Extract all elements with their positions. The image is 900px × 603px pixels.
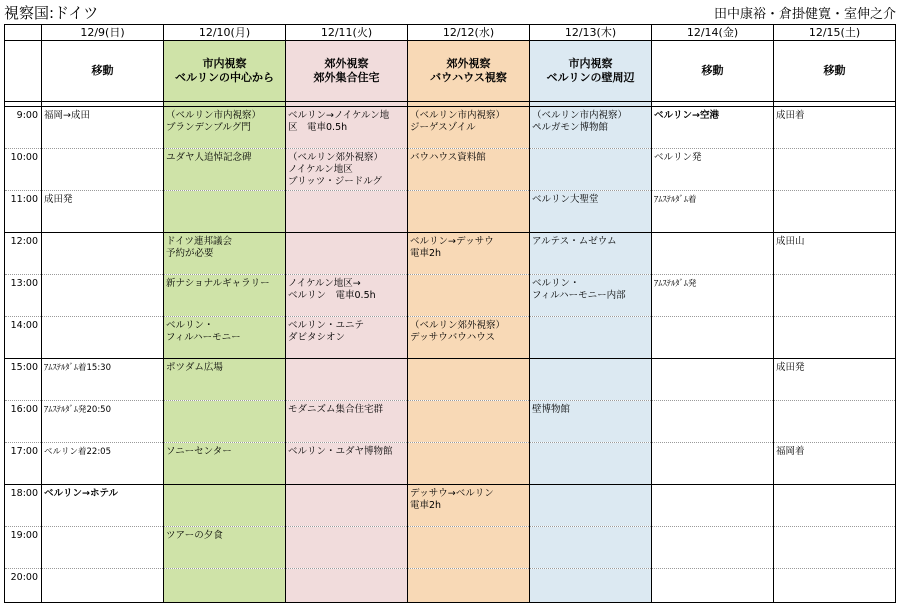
date-cell: 12/9(日) — [42, 25, 164, 41]
schedule-cell — [530, 485, 652, 527]
schedule-cell — [652, 233, 774, 275]
schedule-cell: 成田山 — [774, 233, 896, 275]
schedule-cell — [530, 527, 652, 569]
time-label: 19:00 — [5, 527, 42, 569]
schedule-cell: アルテス・ムゼウム — [530, 233, 652, 275]
schedule-cell — [42, 317, 164, 359]
schedule-cell: 成田発 — [774, 359, 896, 401]
schedule-cell: 福岡着 — [774, 443, 896, 485]
theme-row — [5, 41, 896, 102]
schedule-cell — [42, 149, 164, 191]
schedule-cell — [408, 191, 530, 233]
date-cell: 12/15(土) — [774, 25, 896, 41]
schedule-cell — [774, 401, 896, 443]
schedule-cell: ツアーの夕食 — [164, 527, 286, 569]
theme-cell: 市内視察 ベルリンの中心から — [164, 41, 286, 102]
schedule-cell — [286, 569, 408, 603]
schedule-cell — [408, 443, 530, 485]
schedule-cell — [42, 569, 164, 603]
schedule-cell — [408, 569, 530, 603]
schedule-cell — [774, 191, 896, 233]
schedule-cell — [42, 527, 164, 569]
schedule-cell — [408, 275, 530, 317]
schedule-cell — [774, 527, 896, 569]
schedule-cell — [652, 569, 774, 603]
schedule-cell — [652, 401, 774, 443]
schedule-cell — [652, 527, 774, 569]
schedule-cell: ベルリン・ フィルハーモニー — [164, 317, 286, 359]
time-row — [5, 359, 896, 401]
schedule-cell: 福岡→成田 — [42, 107, 164, 149]
schedule-cell: 成田発 — [42, 191, 164, 233]
date-cell: 12/13(木) — [530, 25, 652, 41]
time-label: 18:00 — [5, 485, 42, 527]
schedule-cell: ベルリン着22:05 — [42, 443, 164, 485]
time-row — [5, 527, 896, 569]
time-label: 13:00 — [5, 275, 42, 317]
date-cell: 12/12(水) — [408, 25, 530, 41]
schedule-cell — [42, 275, 164, 317]
schedule-cell: ベルリン→ホテル — [42, 485, 164, 527]
time-row — [5, 401, 896, 443]
schedule-cell: バウハウス資料館 — [408, 149, 530, 191]
schedule-cell: ｱﾑｽﾃﾙﾀﾞﾑ着15:30 — [42, 359, 164, 401]
schedule-cell: （ベルリン市内視察） ペルガモン博物館 — [530, 107, 652, 149]
schedule-cell: 壁博物館 — [530, 401, 652, 443]
schedule-cell — [408, 401, 530, 443]
schedule-cell: （ベルリン市内視察） ジーゲスゾイル — [408, 107, 530, 149]
time-label: 16:00 — [5, 401, 42, 443]
schedule-cell — [286, 485, 408, 527]
schedule-cell — [286, 527, 408, 569]
time-label: 12:00 — [5, 233, 42, 275]
schedule-cell: ユダヤ人追悼記念碑 — [164, 149, 286, 191]
date-header-row — [5, 25, 896, 41]
schedule-cell — [164, 191, 286, 233]
schedule-cell: ベルリン・ユダヤ博物館 — [286, 443, 408, 485]
corner-cell — [5, 25, 42, 41]
schedule-table — [4, 24, 896, 603]
schedule-cell: ｱﾑｽﾃﾙﾀﾞﾑ着 — [652, 191, 774, 233]
schedule-cell — [408, 359, 530, 401]
time-label: 15:00 — [5, 359, 42, 401]
schedule-cell — [530, 443, 652, 485]
theme-cell: 移動 — [652, 41, 774, 102]
schedule-cell — [774, 485, 896, 527]
schedule-cell — [164, 485, 286, 527]
schedule-cell — [530, 317, 652, 359]
schedule-cell: ｱﾑｽﾃﾙﾀﾞﾑ発 — [652, 275, 774, 317]
theme-cell: 移動 — [774, 41, 896, 102]
schedule-cell — [164, 569, 286, 603]
schedule-cell: ベルリン→デッサウ 電車2h — [408, 233, 530, 275]
time-row — [5, 443, 896, 485]
schedule-cell — [774, 569, 896, 603]
schedule-cell — [652, 359, 774, 401]
schedule-cell: （ベルリン郊外視察） ノイケルン地区 ブリッツ・ジードルグ — [286, 149, 408, 191]
theme-cell: 移動 — [42, 41, 164, 102]
page-title: 視察国:ドイツ — [4, 4, 99, 22]
schedule-cell — [530, 359, 652, 401]
time-row — [5, 317, 896, 359]
schedule-cell — [652, 317, 774, 359]
time-row — [5, 149, 896, 191]
schedule-cell: ノイケルン地区→ ベルリン 電車0.5h — [286, 275, 408, 317]
schedule-cell: ソニーセンター — [164, 443, 286, 485]
theme-cell: 郊外視察 バウハウス視察 — [408, 41, 530, 102]
time-label: 11:00 — [5, 191, 42, 233]
schedule-cell: （ベルリン郊外視察） デッサウバウハウス — [408, 317, 530, 359]
time-row — [5, 107, 896, 149]
authors: 田中康裕・倉掛健寛・室伸之介 — [713, 7, 896, 22]
time-row — [5, 275, 896, 317]
time-label: 20:00 — [5, 569, 42, 603]
schedule-cell — [164, 401, 286, 443]
schedule-cell — [652, 443, 774, 485]
date-cell: 12/11(火) — [286, 25, 408, 41]
schedule-cell: ベルリン→空港 — [652, 107, 774, 149]
time-row — [5, 233, 896, 275]
time-row — [5, 485, 896, 527]
corner-cell — [5, 41, 42, 102]
schedule-cell — [774, 149, 896, 191]
time-label: 9:00 — [5, 107, 42, 149]
schedule-cell: 新ナショナルギャラリー — [164, 275, 286, 317]
schedule-cell — [286, 359, 408, 401]
time-label: 10:00 — [5, 149, 42, 191]
schedule-cell: ベルリン大聖堂 — [530, 191, 652, 233]
schedule-cell — [408, 527, 530, 569]
schedule-cell: モダニズム集合住宅群 — [286, 401, 408, 443]
schedule-cell — [530, 569, 652, 603]
schedule-cell: （ベルリン市内視察） ブランデンブルグ門 — [164, 107, 286, 149]
schedule-cell: ポツダム広場 — [164, 359, 286, 401]
time-row — [5, 569, 896, 603]
schedule-cell — [652, 485, 774, 527]
time-label: 17:00 — [5, 443, 42, 485]
schedule-cell — [774, 275, 896, 317]
schedule-cell: ドイツ連邦議会 予約が必要 — [164, 233, 286, 275]
schedule-cell — [774, 317, 896, 359]
time-label: 14:00 — [5, 317, 42, 359]
schedule-cell — [42, 233, 164, 275]
schedule-cell: ｱﾑｽﾃﾙﾀﾞﾑ発20:50 — [42, 401, 164, 443]
date-cell: 12/10(月) — [164, 25, 286, 41]
date-cell: 12/14(金) — [652, 25, 774, 41]
schedule-cell: デッサウ→ベルリン 電車2h — [408, 485, 530, 527]
schedule-cell: ベルリン→ノイケルン地 区 電車0.5h — [286, 107, 408, 149]
time-row — [5, 191, 896, 233]
theme-cell: 郊外視察 郊外集合住宅 — [286, 41, 408, 102]
theme-cell: 市内視察 ベルリンの壁周辺 — [530, 41, 652, 102]
schedule-cell — [286, 233, 408, 275]
schedule-cell: ベルリン発 — [652, 149, 774, 191]
schedule-cell: 成田着 — [774, 107, 896, 149]
schedule-cell: ベルリン・ フィルハーモニー内部 — [530, 275, 652, 317]
schedule-cell: ベルリン・ユニテ ダビタシオン — [286, 317, 408, 359]
schedule-cell — [530, 149, 652, 191]
schedule-cell — [286, 191, 408, 233]
